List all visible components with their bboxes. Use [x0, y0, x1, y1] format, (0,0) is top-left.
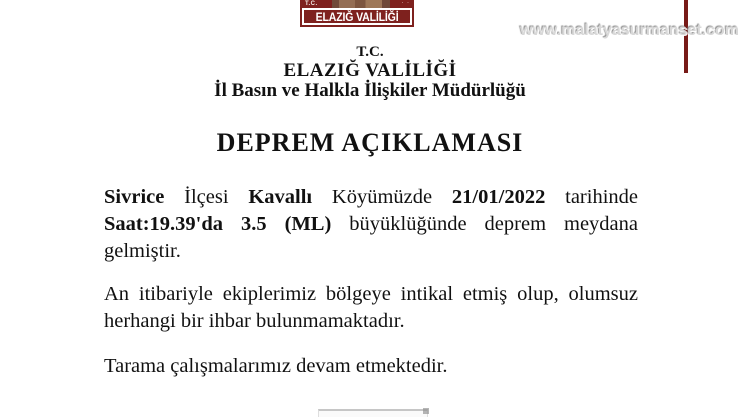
body-line: [104, 308, 638, 335]
body-text-bold-run: Sivrice: [104, 186, 165, 208]
body-paragraph: [104, 281, 638, 335]
body-text-run: Tarama çalışmalarımız devam etmektedir.: [104, 355, 448, 377]
elazig-governorship-logo: [300, 0, 414, 27]
body-line: [104, 238, 638, 265]
building-icon: [332, 0, 390, 8]
body-text-run: büyüklüğünde deprem meydana: [331, 213, 638, 235]
letterhead-tc: T.C.: [356, 44, 384, 60]
site-watermark: www.malatyasurmanset.com: [519, 22, 739, 39]
body-text-run: herhangi bir ihbar bulunmamaktadır.: [104, 310, 405, 332]
body-text-run: tarihinde: [545, 186, 638, 208]
letterhead-governorship: ELAZIĞ VALİLİĞİ: [283, 60, 457, 81]
body-text-run: İlçesi: [164, 186, 249, 208]
logo-name-box: [302, 8, 412, 25]
logo-name-label: ELAZIĞ VALİLİĞİ: [315, 9, 399, 24]
body-line: [104, 281, 638, 308]
body-text-bold-run: 21/01/2022: [451, 186, 546, 208]
logo-dots-decoration: · ·: [401, 0, 410, 6]
body-text-run: An itibariyle ekiplerimiz bölgeye intikal etmiş olup, olumsuz: [104, 283, 638, 305]
body-paragraph: [104, 184, 638, 265]
letterhead-directorate: İl Basın ve Halkla İlişkiler Müdürlüğü: [214, 80, 526, 101]
body-line: [104, 184, 638, 211]
body-text-bold-run: Kavallı: [248, 186, 313, 208]
page-title: DEPREM AÇIKLAMASI: [216, 128, 524, 157]
body-text-bold-run: 3.5 (ML): [241, 213, 332, 235]
logo-tc-label: T.C.: [305, 1, 318, 7]
body-text-run: Köyümüzde: [312, 186, 452, 208]
body-line: [104, 211, 638, 238]
logo-top-strip: [300, 0, 414, 8]
body-text-bold-run: Saat:19.39'da: [104, 213, 224, 235]
stamp-corner-mark: [423, 408, 429, 414]
body-text-run: gelmiştir.: [104, 240, 181, 262]
body-line: [104, 353, 638, 380]
letterhead: [0, 43, 740, 101]
body-text-run: [223, 213, 241, 235]
body-paragraph: [104, 353, 638, 380]
body-text: [104, 184, 638, 380]
bottom-stamp-box: [318, 409, 428, 417]
